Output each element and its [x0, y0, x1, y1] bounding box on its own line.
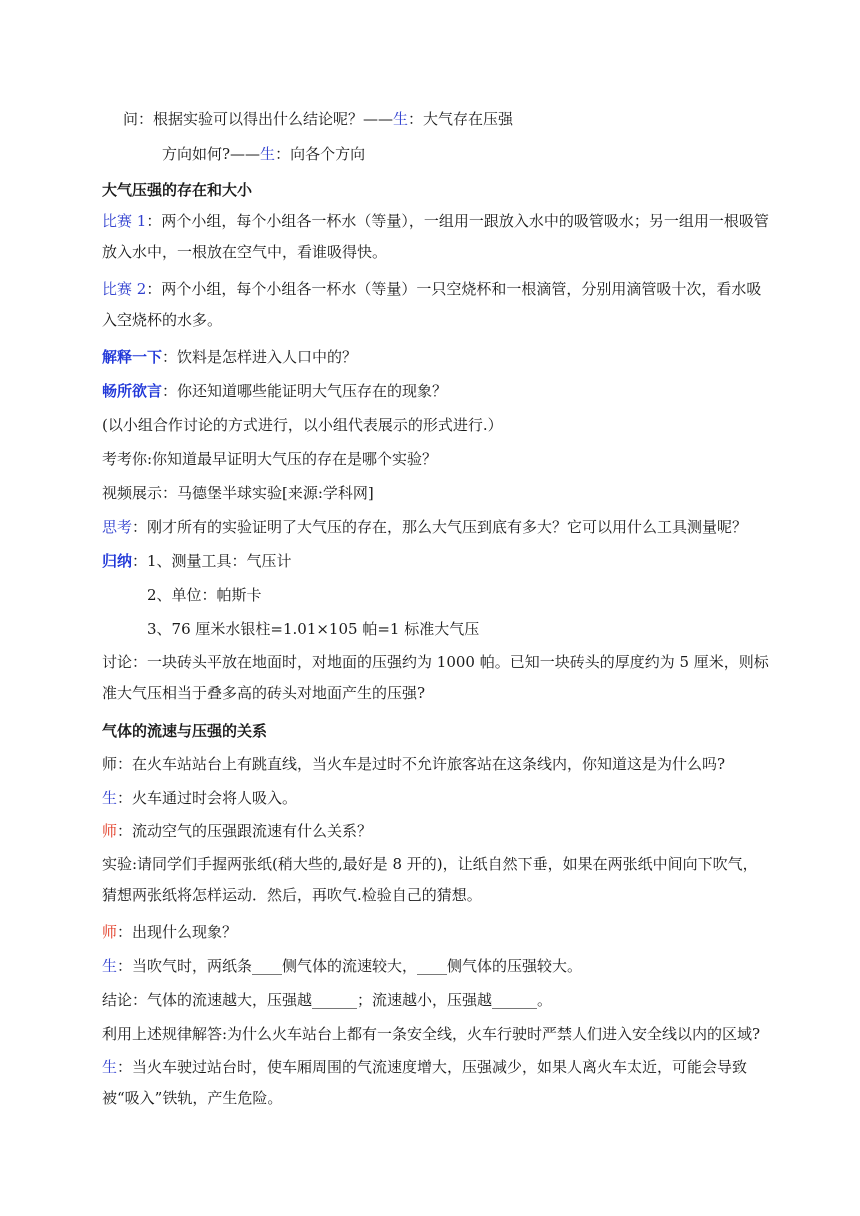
- think-text: ：刚才所有的实验证明了大气压的存在，那么大气压到底有多大？它可以用什么工具测量呢？: [132, 518, 748, 536]
- explain-text: ：饮料是怎样进入人口中的？: [162, 348, 358, 366]
- direction-question: 方向如何?——: [162, 145, 261, 163]
- teacher-phenomenon-text: ：出现什么现象？: [117, 923, 238, 941]
- summary-line-1: [102, 551, 772, 571]
- speak-freely-line: [102, 381, 772, 401]
- direction-line: [162, 144, 832, 164]
- summary-item-1: ：1、测量工具：气压计: [132, 552, 292, 570]
- summary-item-2: 2、单位：帕斯卡: [147, 586, 262, 604]
- explain-label: 解释一下: [102, 348, 163, 366]
- contest-2-text: ：两个小组，每个小组各一杯水（等量）一只空烧杯和一根滴管，分别用滴管吸十次，看水吸入空烧杯的水多。: [102, 280, 762, 329]
- student-label: 生: [393, 110, 409, 128]
- teacher-question-text: ：流动空气的压强跟流速有什么关系？: [117, 822, 373, 840]
- explain-line: [102, 347, 772, 367]
- student-blow-line: [102, 956, 772, 976]
- experiment-paragraph: 实验:请同学们手握两张纸(稍大些的,最好是 8 开的)，让纸自然下垂，如果在两张纸中间向下吹气，猜想两张纸将怎样运动．然后，再吹气.检验自己的猜想。: [102, 855, 758, 904]
- student-label: 生: [102, 789, 118, 807]
- teacher-label: 师: [102, 822, 118, 840]
- discussion-paragraph: 讨论：一块砖头平放在地面时，对地面的压强约为 1000 帕。已知一块砖头的厚度约为 5 厘米，则标准大气压相当于叠多高的砖头对地面产生的压强?: [102, 653, 769, 702]
- teacher-line-1: 师：在火车站站台上有跳直线，当火车是过时不允许旅客站在这条线内，你知道这是为什么吗?: [102, 755, 726, 773]
- quiz-line: 考考你:你知道最早证明大气压的存在是哪个实验？: [102, 450, 438, 468]
- video-line: 视频展示：马德堡半球实验[来源:学科网]: [102, 484, 374, 502]
- question-text: 问：根据实验可以得出什么结论呢？——: [123, 110, 394, 128]
- speak-freely-text: ：你还知道哪些能证明大气压存在的现象？: [162, 382, 448, 400]
- summary-item-3: 3、76 厘米水银柱=1.01×105 帕=1 标准大气压: [147, 620, 480, 638]
- application-line: 利用上述规律解答:为什么火车站台上都有一条安全线，火车行驶时严禁人们进入安全线以内的区域?: [102, 1025, 761, 1043]
- contest-2-label: 比赛 2: [102, 280, 147, 298]
- student-answer-text: ：当火车驶过站台时，使车厢周围的气流速度增大，压强减少，如果人离火车太近，可能会导致被“吸入”铁轨，产生危险。: [102, 1058, 748, 1107]
- question-line: [123, 109, 793, 129]
- student-line-1: [102, 788, 772, 808]
- contest-1-text: ：两个小组，每个小组各一杯水（等量），一组用一跟放入水中的吸管吸水；另一组用一根吸管放入水中，一根放在空气中，看谁吸得快。: [102, 212, 769, 261]
- student-blow-text: ：当吹气时，两纸条____侧气体的流速较大，____侧气体的压强较大。: [117, 957, 583, 975]
- direction-answer: ：向各个方向: [275, 145, 366, 163]
- student-text: ：火车通过时会将人吸入。: [117, 789, 298, 807]
- student-answer-paragraph: [102, 1052, 772, 1114]
- teacher-phenomenon-line: [102, 922, 772, 942]
- conclusion-line: 结论：气体的流速越大，压强越______；流速越小，压强越______。: [102, 991, 553, 1009]
- student-label: 生: [102, 957, 118, 975]
- contest-1-label: 比赛 1: [102, 212, 147, 230]
- section-heading-flow: 气体的流速与压强的关系: [102, 722, 268, 740]
- teacher-label: 师: [102, 923, 118, 941]
- teacher-question-line: [102, 821, 772, 841]
- speak-freely-label: 畅所欲言: [102, 382, 163, 400]
- think-label: 思考: [102, 518, 133, 536]
- contest-1-paragraph: [102, 206, 772, 268]
- group-note: (以小组合作讨论的方式进行，以小组代表展示的形式进行.）: [102, 416, 503, 434]
- contest-2-paragraph: [102, 274, 772, 336]
- think-line: [102, 517, 772, 537]
- student-label: 生: [260, 145, 276, 163]
- student-label: 生: [102, 1058, 118, 1076]
- section-heading-pressure: 大气压强的存在和大小: [102, 181, 253, 199]
- answer-text: ：大气存在压强: [408, 110, 514, 128]
- summary-label: 归纳: [102, 552, 133, 570]
